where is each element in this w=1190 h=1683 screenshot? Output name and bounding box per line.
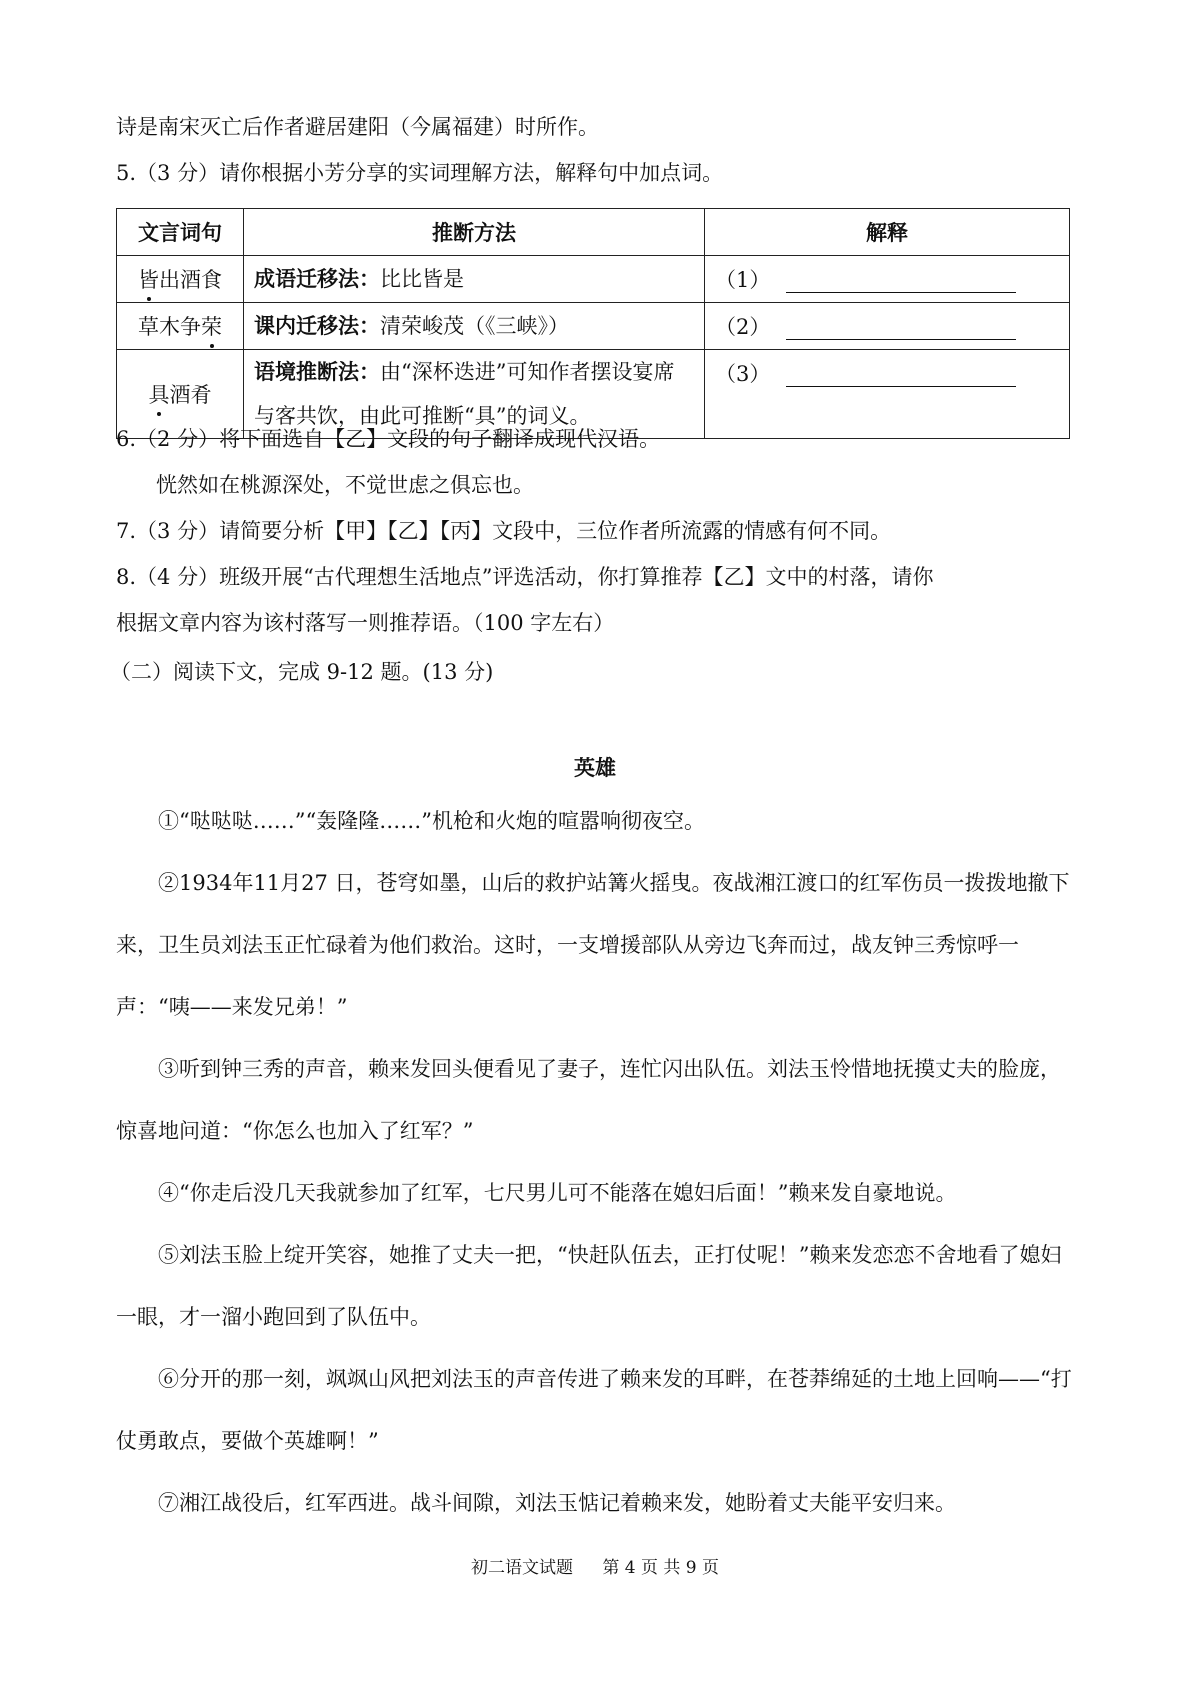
phrase-cell: 草木争荣 [117, 303, 244, 350]
answer-blank[interactable] [786, 364, 1016, 387]
question-6-stem: 6.（2 分）将下面选自【乙】文段的句子翻译成现代汉语。 [116, 427, 661, 451]
question-6-sentence: 恍然如在桃源深处，不觉世虑之俱忘也。 [156, 473, 534, 497]
answer-cell: （2） [705, 303, 1070, 350]
answer-cell: （3） [705, 350, 1070, 439]
story-title: 英雄 [574, 756, 616, 780]
intro-tail-text: 诗是南宋灭亡后作者避居建阳（今属福建）时所作。 [116, 115, 599, 139]
story-paragraph: ⑦湘江战役后，红军西进。战斗间隙，刘法玉惦记着赖来发，她盼着丈夫能平安归来。 [158, 1491, 956, 1515]
question-5-stem: 5.（3 分）请你根据小芳分享的实词理解方法，解释句中加点词。 [116, 161, 724, 185]
table-row [117, 303, 1070, 350]
header-explanation: 解释 [705, 209, 1070, 256]
question-5-table [116, 208, 1070, 439]
page-footer [0, 1553, 1190, 1578]
story-paragraph: ②1934年11月27 日，苍穹如墨，山后的救护站篝火摇曳。夜战湘江渡口的红军伤员一拨拨地撤下来，卫生员刘法玉正忙碌着为他们救治。这时，一支增援部队从旁边飞奔而过，战友钟三秀惊呼一声：“咦——来发兄弟！” [116, 871, 1070, 1019]
story-paragraph: ⑥分开的那一刻，飒飒山风把刘法玉的声音传进了赖来发的耳畔，在苍莽绵延的土地上回响——“打仗勇敢点，要做个英雄啊！” [116, 1367, 1072, 1453]
footer-page-number: 第 4 页 共 9 页 [602, 1558, 720, 1578]
table-row [117, 256, 1070, 303]
method-cell: 成语迁移法：比比皆是 [244, 256, 705, 303]
section-2-heading: （二）阅读下文，完成 9-12 题。(13 分) [110, 660, 494, 684]
header-phrase: 文言词句 [117, 209, 244, 256]
story-paragraph: ①“哒哒哒……”“轰隆隆……”机枪和火炮的喧嚣响彻夜空。 [158, 809, 705, 833]
dotted-word: 具 [149, 379, 170, 409]
story-paragraph: ⑤刘法玉脸上绽开笑容，她推了丈夫一把，“快赶队伍去，正打仗呢！”赖来发恋恋不舍地看了媳妇一眼，才一溜小跑回到了队伍中。 [116, 1243, 1062, 1329]
dotted-word: 荣 [201, 311, 222, 341]
header-method: 推断方法 [244, 209, 705, 256]
question-8-line-1: 8.（4 分）班级开展“古代理想生活地点”评选活动，你打算推荐【乙】文中的村落，请你 [116, 565, 934, 589]
question-8-line-2: 根据文章内容为该村落写一则推荐语。（100 字左右） [116, 611, 615, 635]
question-7-stem: 7.（3 分）请简要分析【甲】【乙】【丙】文段中，三位作者所流露的情感有何不同。 [116, 519, 892, 543]
method-cell: 语境推断法：由“深杯迭进”可知作者摆设宴席与客共饮，由此可推断“具”的词义。 [244, 350, 705, 439]
answer-blank[interactable] [786, 317, 1016, 340]
answer-blank[interactable] [786, 270, 1016, 293]
phrase-cell: 皆出酒食 [117, 256, 244, 303]
answer-cell: （1） [705, 256, 1070, 303]
story-paragraph: ③听到钟三秀的声音，赖来发回头便看见了妻子，连忙闪出队伍。刘法玉怜惜地抚摸丈夫的脸庞，惊喜地问道：“你怎么也加入了红军？” [116, 1057, 1061, 1143]
phrase-cell: 具酒肴 [117, 350, 244, 439]
story-paragraph: ④“你走后没几天我就参加了红军，七尺男儿可不能落在媳妇后面！”赖来发自豪地说。 [158, 1181, 957, 1205]
footer-subject: 初二语文试题 [470, 1558, 573, 1578]
method-cell: 课内迁移法：清荣峻茂（《三峡》） [244, 303, 705, 350]
dotted-word: 皆 [138, 264, 159, 294]
table-header-row [117, 209, 1070, 256]
